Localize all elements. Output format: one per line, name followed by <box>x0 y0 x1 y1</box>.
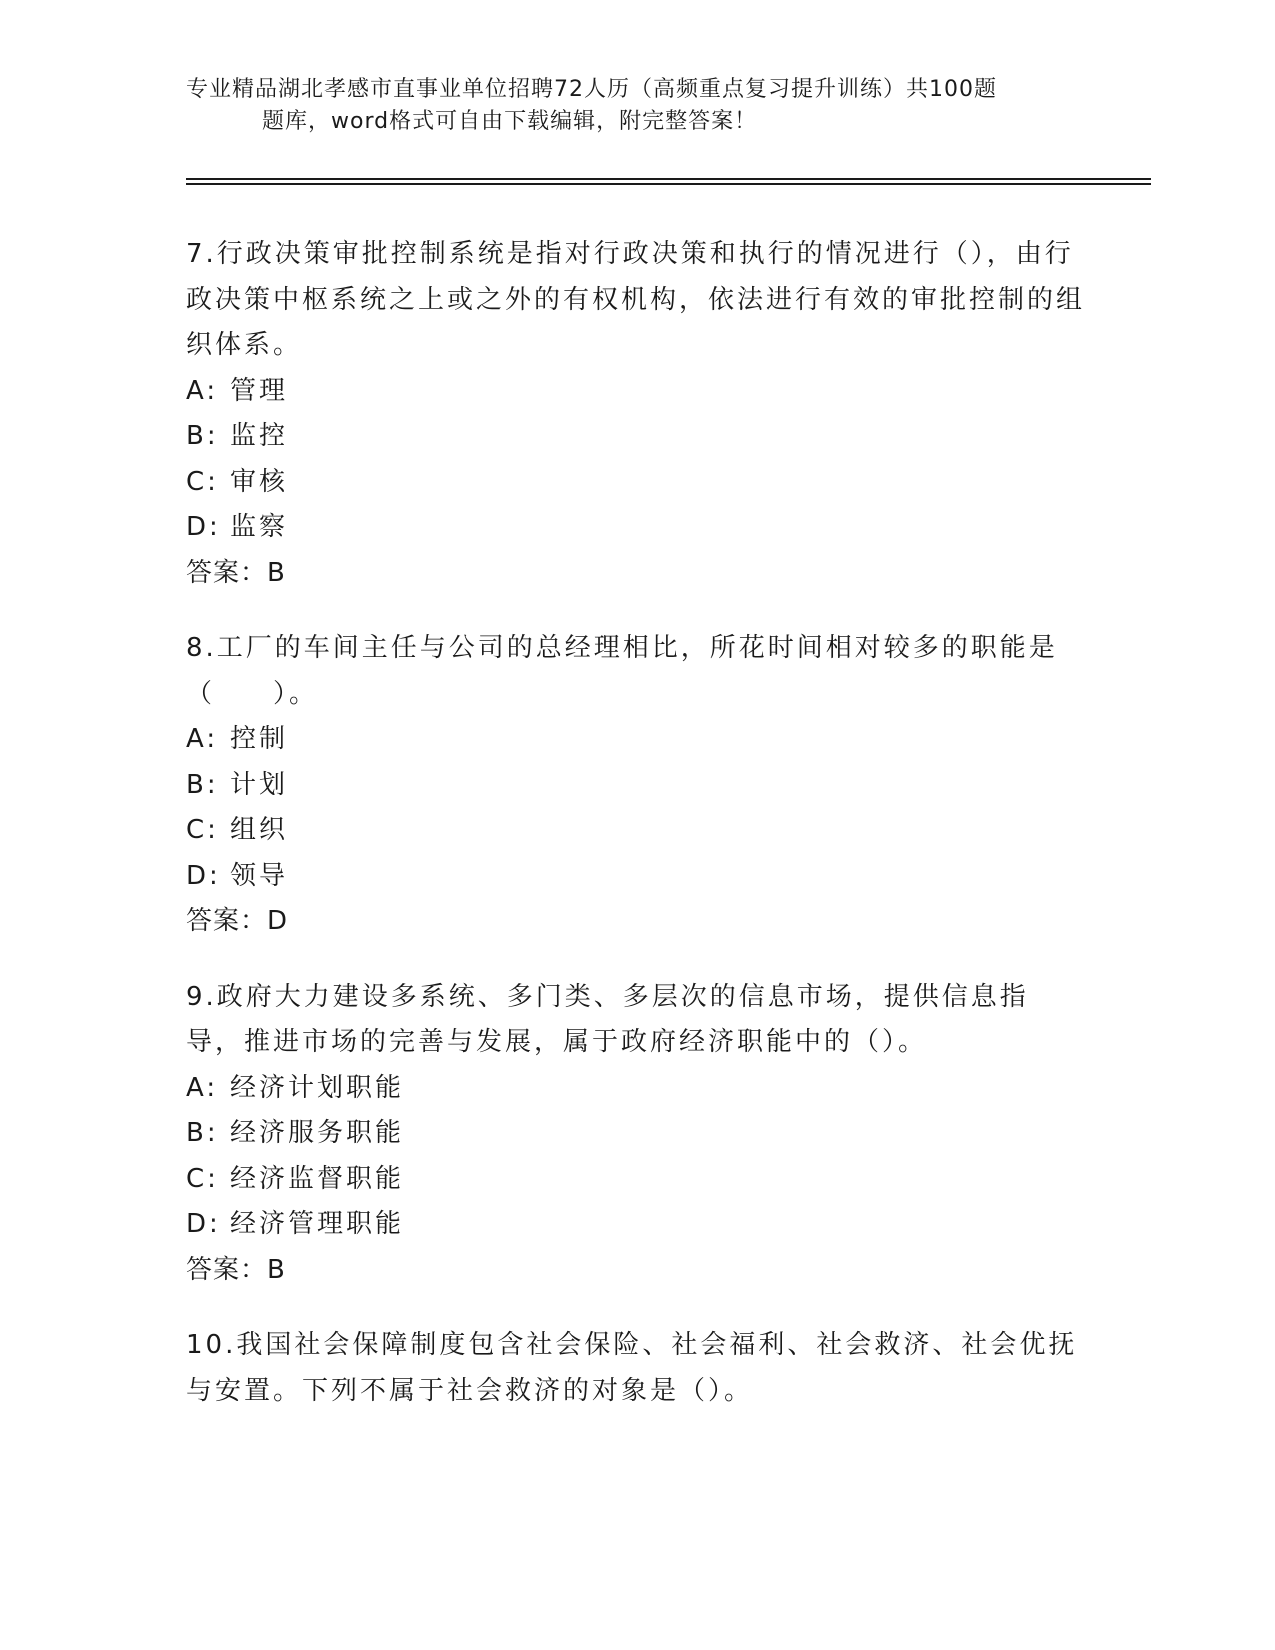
option-key: C: <box>186 815 219 845</box>
question-9 <box>186 975 1086 1294</box>
option-text: 监察 <box>230 512 289 542</box>
answer: 答案：B <box>186 557 286 588</box>
option-b <box>186 414 1086 460</box>
option-d <box>186 1202 1086 1248</box>
option-text: 计划 <box>230 769 289 800</box>
option-text: 管理 <box>230 375 289 406</box>
option-text: 经济服务职能 <box>230 1118 405 1148</box>
option-text: 监控 <box>230 421 289 451</box>
option-text: 领导 <box>230 860 289 891</box>
question-stem: 7.行政决策审批控制系统是指对行政决策和执行的情况进行（），由行政决策中枢系统之上或之外的有权机构，依法进行有效的审批控制的组织体系。 <box>186 239 1086 360</box>
option-key: B: <box>186 1118 219 1148</box>
answer: 答案：D <box>186 906 289 936</box>
option-b <box>186 763 1086 809</box>
option-a <box>186 1066 1086 1112</box>
header-divider-bottom <box>186 183 1151 185</box>
option-text: 审核 <box>230 466 289 497</box>
option-b <box>186 1111 1086 1157</box>
option-key: A: <box>186 1072 219 1103</box>
question-stem: 9.政府大力建设多系统、多门类、多层次的信息市场，提供信息指导，推进市场的完善与发展，属于政府经济职能中的（）。 <box>186 981 1029 1057</box>
option-c <box>186 808 1086 854</box>
option-text: 经济计划职能 <box>230 1072 405 1103</box>
option-key: B: <box>186 421 219 451</box>
option-text: 组织 <box>230 815 289 845</box>
option-key: A: <box>186 724 219 754</box>
option-key: D: <box>186 860 221 891</box>
option-c <box>186 1157 1086 1203</box>
option-d <box>186 854 1086 900</box>
option-key: D: <box>186 512 221 542</box>
option-key: C: <box>186 466 219 497</box>
header-title-line-1: 专业精品湖北孝感市直事业单位招聘72人历（高频重点复习提升训练）共100题 <box>186 77 997 102</box>
page-header <box>186 74 1086 138</box>
question-stem: 10.我国社会保障制度包含社会保险、社会福利、社会救济、社会优抚与安置。下列不属于社会救济的对象是（）。 <box>186 1330 1078 1406</box>
question-10 <box>186 1323 1086 1414</box>
option-d <box>186 505 1086 551</box>
option-c <box>186 460 1086 506</box>
option-a <box>186 369 1086 415</box>
option-text: 控制 <box>230 724 289 754</box>
option-key: B: <box>186 769 219 800</box>
question-7 <box>186 232 1086 596</box>
header-title-line-2: 题库，word格式可自由下载编辑，附完整答案！ <box>262 109 758 134</box>
question-stem: 8.工厂的车间主任与公司的总经理相比，所花时间相对较多的职能是（ ）。 <box>186 633 1058 709</box>
question-8 <box>186 626 1086 945</box>
option-key: C: <box>186 1163 219 1194</box>
option-text: 经济监督职能 <box>230 1163 405 1194</box>
question-list <box>186 232 1086 1444</box>
answer: 答案：B <box>186 1254 286 1285</box>
header-divider-top <box>186 178 1151 180</box>
option-key: D: <box>186 1209 221 1239</box>
option-key: A: <box>186 375 219 406</box>
option-a <box>186 717 1086 763</box>
option-text: 经济管理职能 <box>230 1209 405 1239</box>
